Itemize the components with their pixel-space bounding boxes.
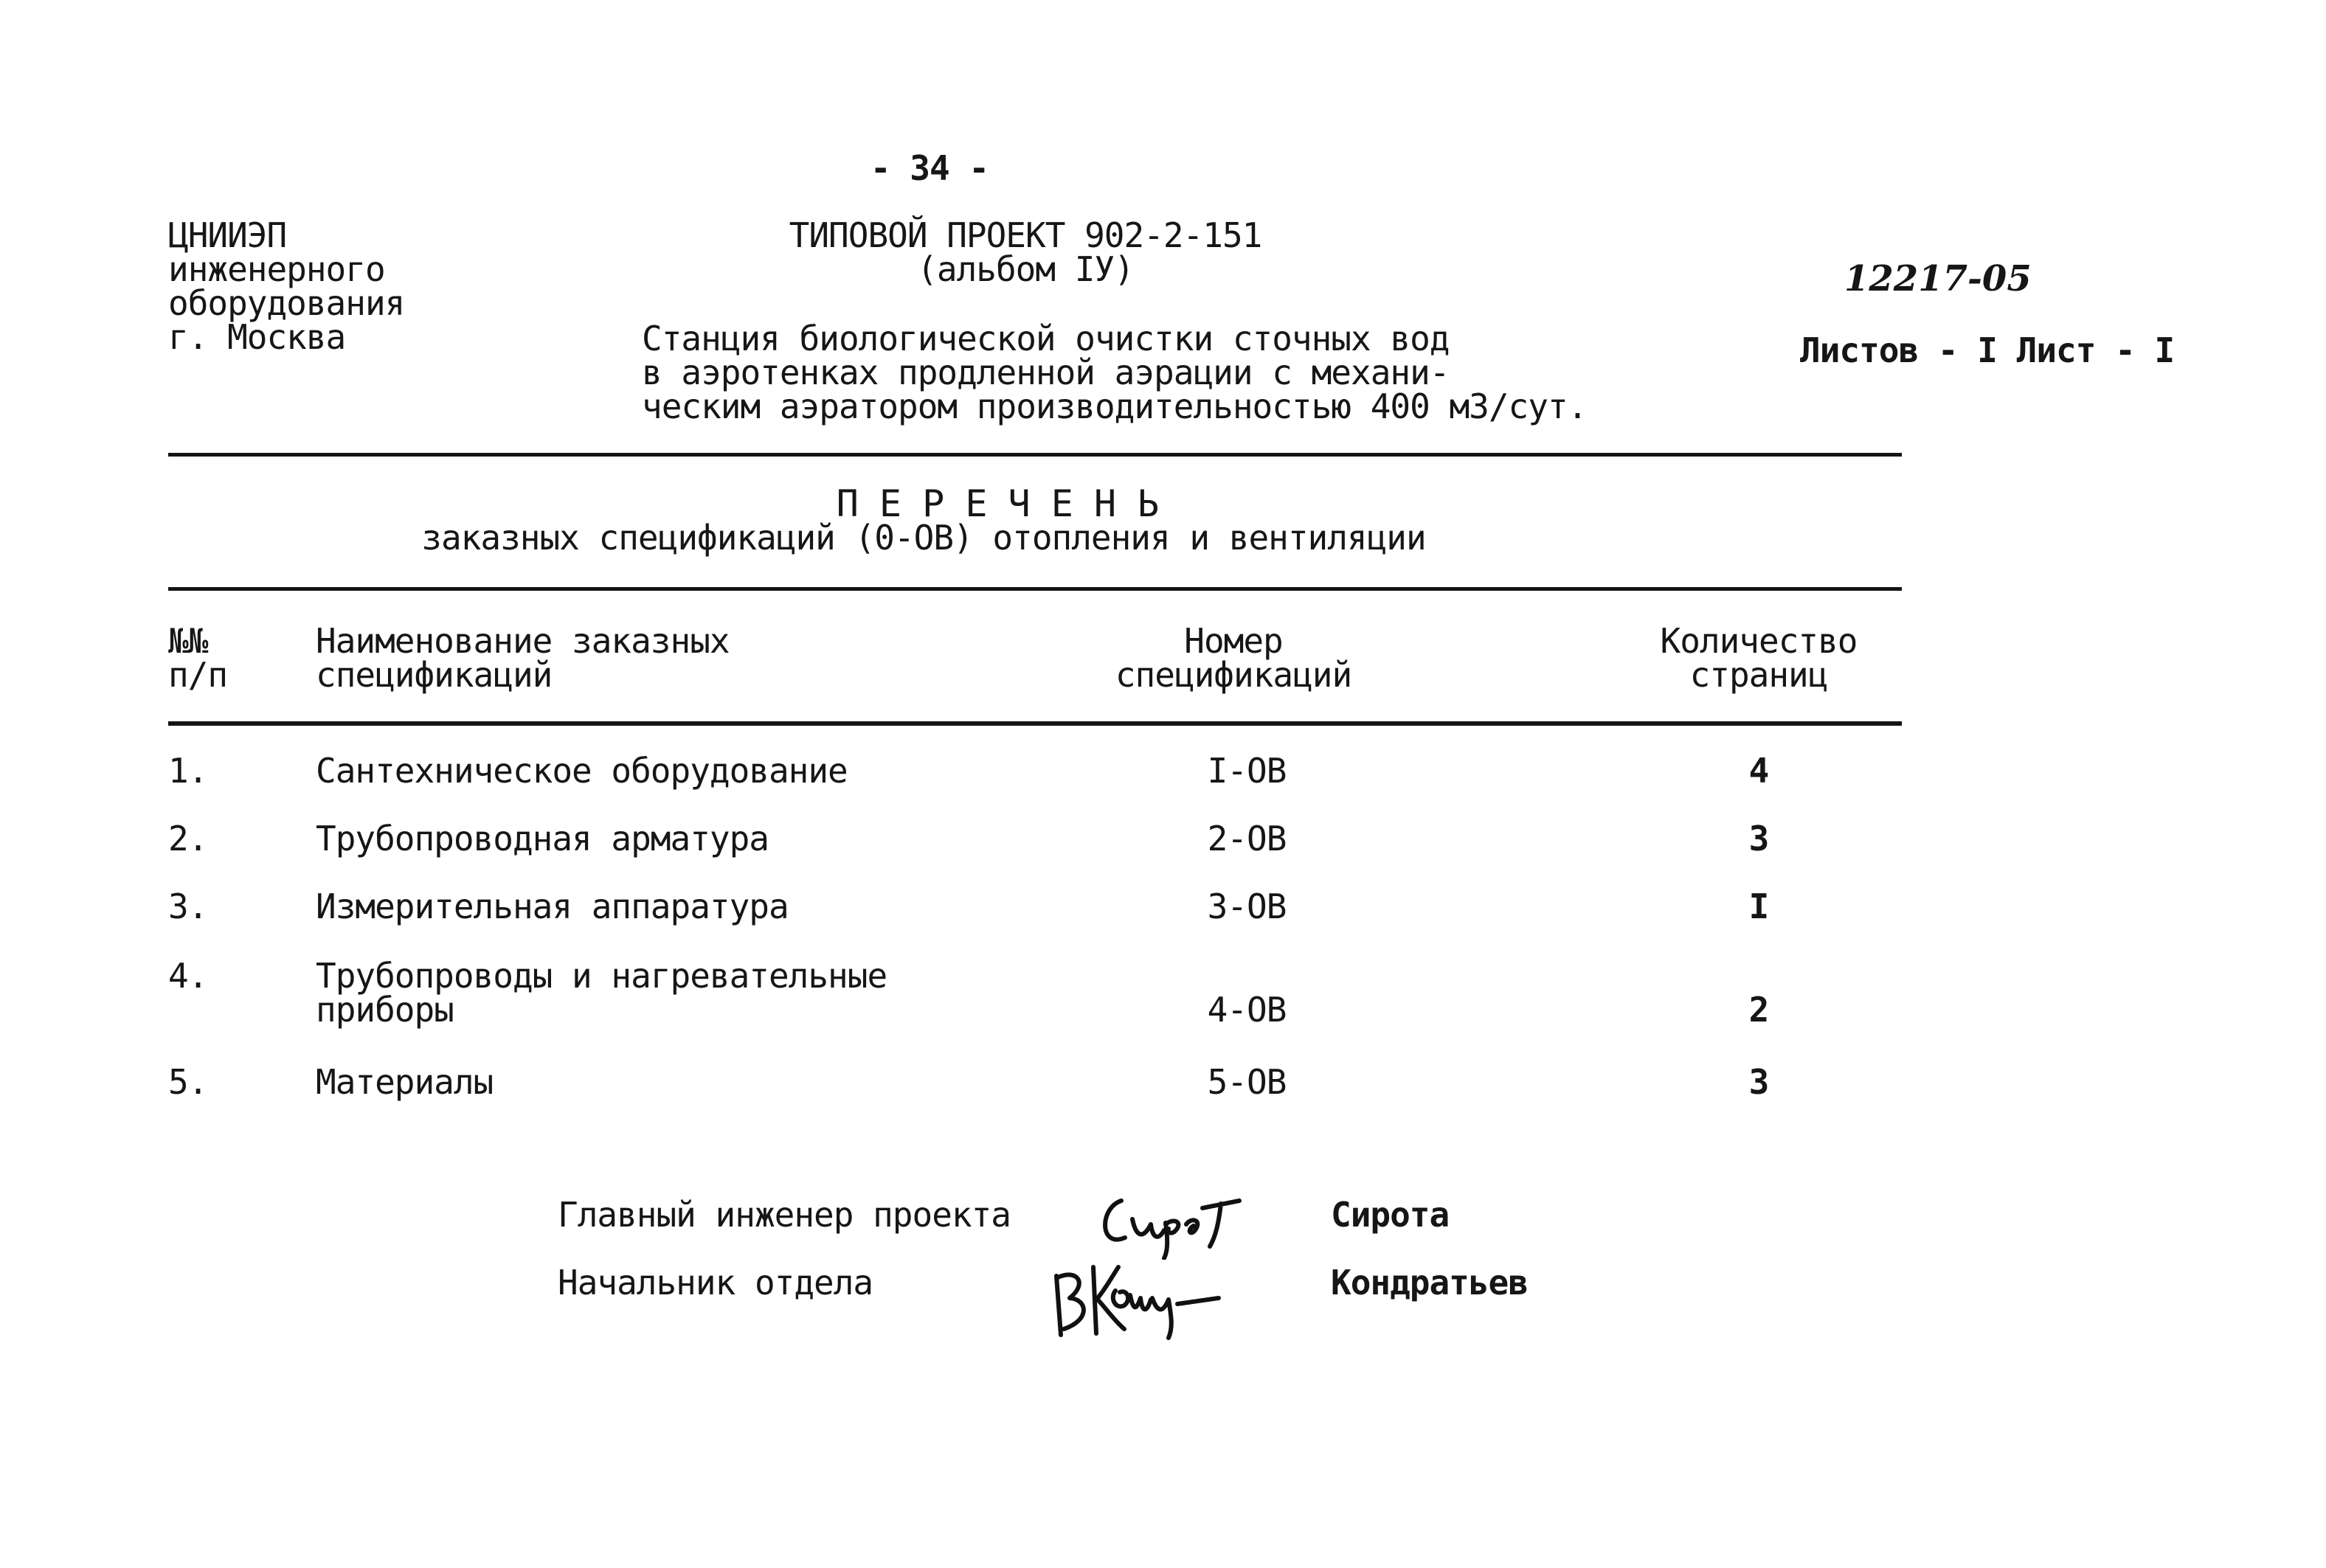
table-header-bottom-rule	[168, 721, 1902, 726]
signature-role: Начальник отдела	[558, 1263, 873, 1302]
project-description-line-1: Станция биологической очистки сточных вод	[642, 319, 1450, 358]
row-name: Измерительная аппаратура	[316, 887, 789, 926]
header-pages-line-1: Количество	[1660, 621, 1858, 661]
row-pages: 2	[1748, 990, 1769, 1030]
row-number: 1.	[168, 751, 208, 791]
row-code: 4-ОВ	[1207, 990, 1287, 1030]
signature-role: Главный инженер проекта	[558, 1195, 1011, 1235]
list-heading: П Е Р Е Ч Е Н Ь	[836, 482, 1159, 525]
row-pages: 4	[1748, 751, 1769, 791]
table-header-top-rule	[168, 587, 1902, 591]
row-name: Трубопроводная арматура	[316, 819, 769, 858]
project-title: ТИПОВОЙ ПРОЕКТ 902-2-151	[789, 215, 1262, 255]
project-album: (альбом IУ)	[917, 249, 1134, 289]
row-pages: 3	[1748, 1062, 1769, 1102]
row-code: 5-ОВ	[1207, 1062, 1287, 1102]
org-line-1: ЦНИИЭП	[168, 215, 287, 255]
org-line-2: инженерного	[168, 249, 385, 289]
handwritten-code: 12217-05	[1844, 258, 2032, 299]
project-description-line-2: в аэротенках продленной аэрации с механи-	[642, 353, 1450, 392]
row-name: Материалы	[316, 1062, 494, 1102]
header-name-line-2: спецификаций	[316, 655, 553, 695]
header-num-line-1: №№	[168, 621, 208, 661]
header-name-line-1: Наименование заказных	[316, 621, 730, 661]
row-pages: 3	[1748, 819, 1769, 858]
row-code: I-ОВ	[1207, 751, 1287, 791]
header-code-line-1: Номер	[1184, 621, 1283, 661]
row-name-line-2: приборы	[316, 990, 454, 1030]
top-divider	[168, 453, 1902, 457]
row-pages: I	[1748, 887, 1769, 926]
row-number: 3.	[168, 887, 208, 926]
row-number: 4.	[168, 956, 208, 996]
sheets-count: Листов - I Лист - I	[1800, 330, 2175, 370]
org-line-4: г. Москва	[168, 317, 346, 357]
row-code: 2-ОВ	[1207, 819, 1287, 858]
header-code-line-2: спецификаций	[1115, 655, 1352, 695]
page-number: - 34 -	[870, 148, 989, 188]
signature-scribble	[1048, 1246, 1269, 1342]
row-name-line-1: Трубопроводы и нагревательные	[316, 956, 887, 996]
org-line-3: оборудования	[168, 283, 405, 323]
signatory-name: Сирота	[1331, 1195, 1450, 1235]
row-code: 3-ОВ	[1207, 887, 1287, 926]
header-pages-line-2: страниц	[1689, 655, 1828, 695]
project-description-line-3: ческим аэратором производительностью 400 м3/сут.	[642, 386, 1588, 426]
header-num-line-2: п/п	[168, 655, 228, 695]
row-name: Сантехническое оборудование	[316, 751, 848, 791]
list-subheading: заказных спецификаций (0-ОВ) отопления и вентиляции	[421, 518, 1426, 558]
row-number: 5.	[168, 1062, 208, 1102]
signatory-name: Кондратьев	[1331, 1263, 1528, 1302]
row-number: 2.	[168, 819, 208, 858]
